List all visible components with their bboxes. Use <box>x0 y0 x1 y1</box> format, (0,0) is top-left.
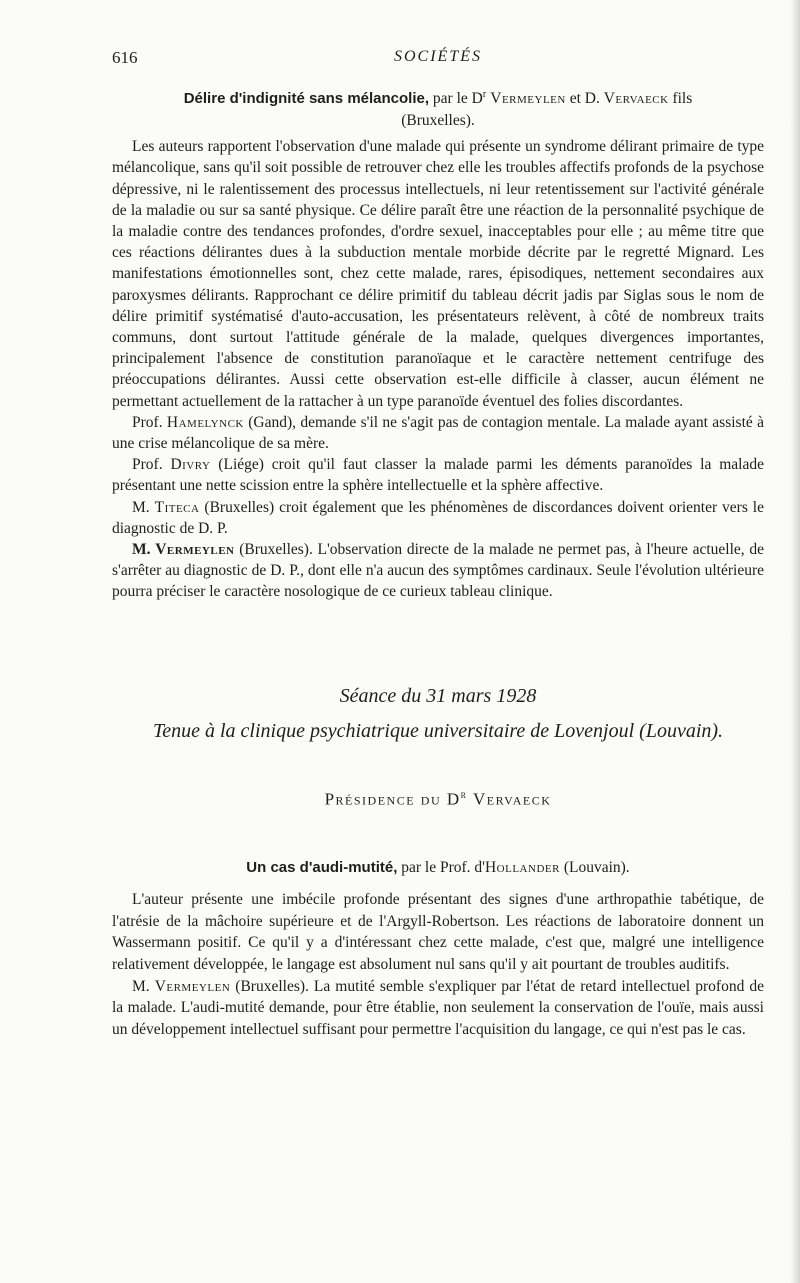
seance-heading <box>112 681 764 747</box>
article-location: (Louvain). <box>559 859 630 877</box>
seance-place-end: ). <box>711 719 724 742</box>
article-location: (Bruxelles). <box>401 112 475 130</box>
byline-text: fils <box>668 90 693 108</box>
author-name: Vervaeck <box>603 90 669 108</box>
paragraph <box>112 412 764 454</box>
speaker-title: M. <box>132 541 156 559</box>
speaker-name: Vermeylen <box>155 541 235 559</box>
paragraph: Les auteurs rapportent l'observation d'une malade qui présente un syndrome délirant primaire de type mélancolique, sans qu'il soit possible de retrouver chez elle les troubles affectifs profonds de la psychose dépressive, ni le ralentissement des processus intellectuels, ni leur retentissement sur l'activité générale de la maladie ou sur sa santé physique. Ce délire paraît être une réaction de la personnalité psychique de la maladie contre des tendances profondes, d'ordre sexuel, inacceptables pour elle ; au même titre que ces réactions délirantes dues à la subduction mentale morbide décrite par le regretté Mignard. Les manifestations émotionnelles sont, chez cette malade, rares, épisodiques, nettement secondaires aux paroxysmes délirants. Rapprochant ce délire primitif du tableau décrit jadis par Siglas sous le nom de délire primitif systématisé d'auto-accusation, les présentateurs relèvent, à côté de nombreux traits communs, dont surtout l'attitude générale de la malade, quelques divergences importantes, principalement l'absence de constitution paranoïaque et le caractère nettement centrifuge des préoccupations délirantes. Aussi cette observation est-elle difficile à classer, aucun élément ne permettant actuellement de la rattacher à un type paranoïde éventuel des folies discordantes. <box>112 138 764 410</box>
speaker-name: Hamelynck <box>166 413 244 431</box>
presidence-name: Vervaeck <box>467 789 552 809</box>
byline-text: et D. <box>565 90 604 108</box>
document-page <box>112 44 764 1040</box>
seance-place <box>112 715 764 747</box>
article-audi-mutite <box>112 859 764 1040</box>
paragraph: L'auteur présente une imbécile profonde présentant des signes d'une arthropathie tabétique, de l'atrésie de la mâchoire supérieure et de l'Argyll-Robertson. Les réactions de laboratoire donnent un Wassermann positif. Ce qu'il y a d'intéressant chez cette malade, c'est que, malgré une intelligence relativement développée, le langage est absolument nul sans qu'il y ait pourtant de troubles auditifs. <box>112 891 764 974</box>
page-number: 616 <box>112 48 138 67</box>
article-heading <box>112 859 764 877</box>
article-title: Délire d'indignité sans mélancolie, <box>183 90 430 108</box>
byline-text: par le D <box>429 90 483 108</box>
presidence-text: Présidence du D <box>324 789 461 809</box>
article-title: Un cas d'audi-mutité, <box>246 859 398 877</box>
speaker-name: Divry <box>170 456 211 474</box>
paragraph-text: (Bruxelles). La mutité semble s'expliquer par l'état de retard intellectuel profond de la malade. L'audi-mutité demande, pour être établie, non seulement la conservation de l'ouïe, mais aussi un développement intellectuel suffisant pour permettre l'acquisition du langage, ce qui n'est pas le cas. <box>112 977 764 1038</box>
byline-sup: r <box>482 89 487 100</box>
speaker-name: Vermeylen <box>154 977 231 995</box>
presidence-heading <box>112 789 764 810</box>
author-name: Hollander <box>484 859 560 877</box>
paragraph <box>112 454 764 496</box>
author-name: Vermeylen <box>486 90 566 108</box>
paragraph <box>112 497 764 539</box>
byline-text: par le Prof. d' <box>397 859 485 877</box>
seance-date: Séance du 31 mars 1928 <box>339 684 537 707</box>
paragraph-text: (Gand), demande s'il ne s'agit pas de contagion mentale. La malade ayant assisté à une crise mélancolique de sa mère. <box>112 413 764 452</box>
presidence-sup: r <box>460 788 468 801</box>
page-edge-shadow <box>790 0 800 1283</box>
seance-place-text: Tenue à la clinique psychiatrique universitaire de Lovenjoul ( <box>152 719 646 742</box>
speaker-title: M. <box>132 977 155 995</box>
paragraph <box>112 539 764 603</box>
speaker-name: Titeca <box>154 498 200 516</box>
speaker-title: Prof. <box>132 413 167 431</box>
seance-place-city: Louvain <box>645 719 712 742</box>
paragraph <box>112 976 764 1041</box>
paragraph-text: (Bruxelles). L'observation directe de la malade ne permet pas, à l'heure actuelle, de s'arrêter au diagnostic de D. P., dont elle n'a aucun des symptômes cardinaux. Seule l'évolution ultérieure pourra préciser le caractère nosologique de ce curieux tableau clinique. <box>112 541 765 601</box>
paragraph-text: (Liége) croit qu'il faut classer la malade parmi les déments paranoïdes la malade présentant une nette scission entre la sphère intellectuelle et la sphère affective. <box>112 456 764 495</box>
speaker-title: M. <box>132 498 155 516</box>
running-title: SOCIÉTÉS <box>394 48 482 65</box>
speaker-title: Prof. <box>132 456 171 474</box>
article-heading <box>120 84 756 132</box>
paragraph-text: (Bruxelles) croit également que les phénomènes de discordances doivent orienter vers le diagnostic de D. P. <box>112 498 764 537</box>
running-header <box>112 44 764 72</box>
article-delire-indignite <box>112 84 764 603</box>
